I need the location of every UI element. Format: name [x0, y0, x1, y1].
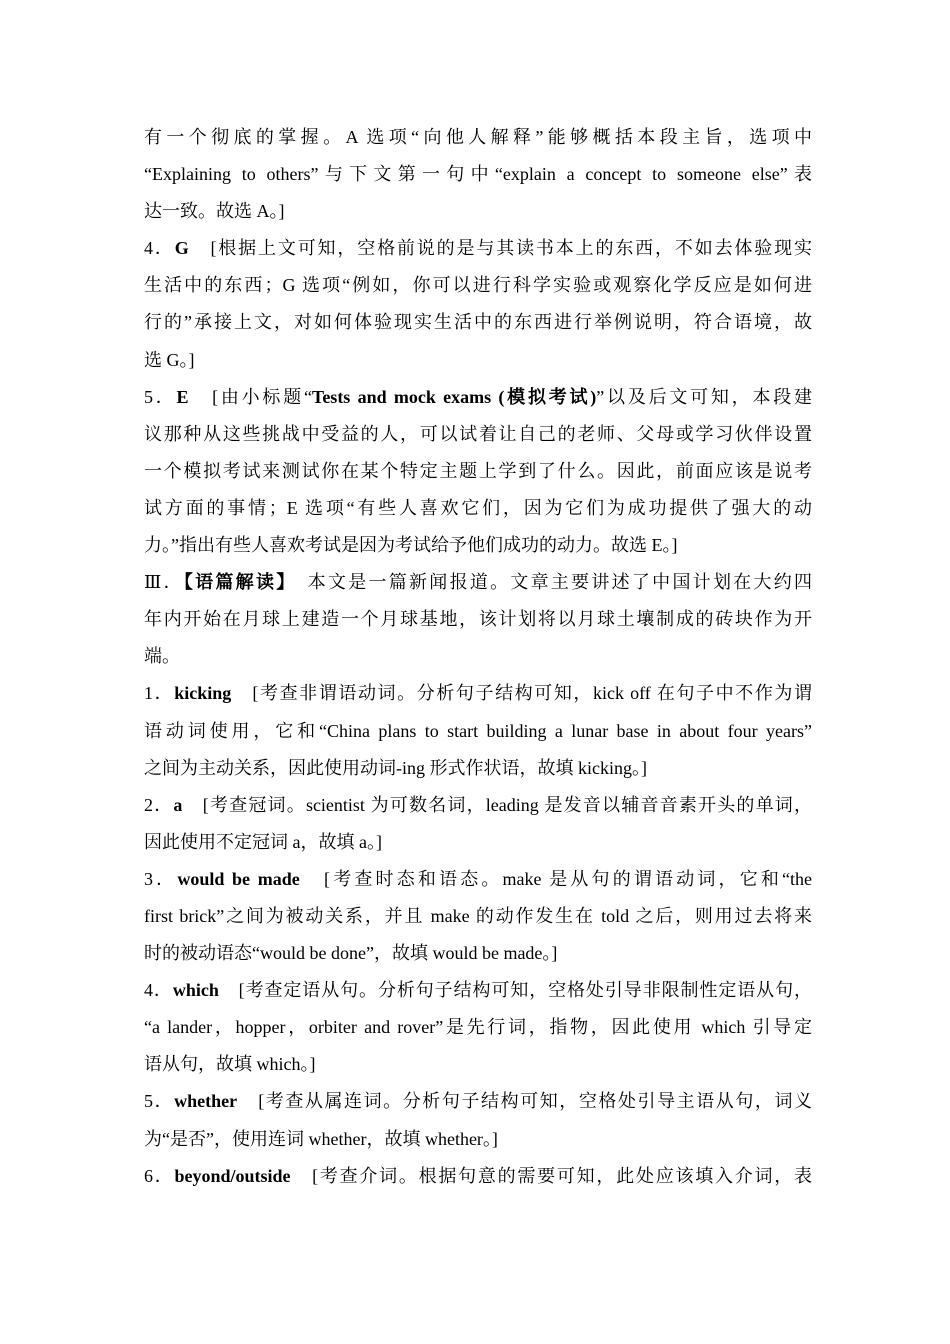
answer-keyword: beyond/outside — [174, 1165, 291, 1186]
text-segment: 6． — [144, 1165, 175, 1186]
text-segment: [考查非谓语动词。分析句子结构可知，kick off 在句子中不作为谓 — [231, 683, 812, 704]
text-line — [144, 342, 812, 379]
text-line — [144, 898, 812, 935]
text-segment: [考查定语从句。分析句子结构可知，空格处引导非限制性定语从句， — [218, 980, 812, 1001]
text-line — [144, 713, 812, 750]
answer-keyword: whether — [174, 1091, 238, 1112]
text-segment: 之间为主动关系，因此使用动词-ing 形式作状语，故填 kicking。] — [144, 757, 647, 778]
text-segment: 年内开始在月球上建造一个月球基地，该计划将以月球土壤制成的砖块作为开 — [144, 609, 812, 630]
text-segment: 4． — [144, 238, 175, 259]
text-segment: 2． — [144, 794, 174, 815]
paragraph-p-4-g — [144, 230, 812, 378]
text-line — [144, 230, 812, 267]
text-segment: 为“是否”，使用连词 whether，故填 whether。] — [144, 1128, 498, 1149]
text-segment: ”以及后文可知，本段建 — [596, 386, 812, 407]
text-segment: 有一个彻底的掌握。A 选项“向他人解释”能够概括本段主旨，选项中 — [144, 127, 812, 147]
text-line — [144, 1009, 812, 1046]
paragraph-p-5-whether — [144, 1083, 812, 1157]
text-segment: 一个模拟考试来测试你在某个特定主题上学到了什么。因此，前面应该是说考 — [144, 460, 812, 481]
text-line — [144, 416, 812, 453]
text-line — [144, 490, 812, 527]
answer-keyword: which — [172, 980, 219, 1001]
document-body — [144, 119, 812, 1195]
text-line — [144, 453, 812, 490]
text-line — [144, 379, 812, 416]
text-segment: Ⅲ． — [144, 572, 184, 593]
text-segment: 本文是一篇新闻报道。文章主要讲述了中国计划在大约四 — [287, 572, 812, 593]
text-line — [144, 638, 812, 675]
text-line — [144, 824, 812, 861]
text-line — [144, 972, 812, 1009]
text-line — [144, 156, 812, 193]
answer-keyword: a — [173, 794, 183, 815]
text-segment: 4． — [144, 980, 173, 1001]
text-segment: [由小标题“ — [188, 386, 312, 407]
answer-keyword: Tests and mock exams (模拟考试) — [311, 386, 597, 407]
text-segment: 力。”指出有些人喜欢考试是因为考试给予他们成功的动力。故选 E。] — [144, 535, 678, 556]
answer-keyword: 【语篇解读】 — [183, 572, 288, 593]
text-line — [144, 675, 812, 712]
text-segment: 生活中的东西；G 选项“例如，你可以进行科学实验或观察化学反应是如何进 — [144, 275, 812, 296]
text-segment: 5． — [144, 1091, 175, 1112]
text-line — [144, 564, 812, 601]
answer-keyword: kicking — [174, 683, 232, 704]
text-segment: 时的被动语态“would be done”，故填 would be made。] — [144, 943, 558, 964]
text-line — [144, 1046, 812, 1083]
answer-keyword: E — [176, 386, 189, 407]
text-segment: 端。 — [144, 646, 180, 667]
paragraph-p-4-which — [144, 972, 812, 1083]
text-line — [144, 527, 812, 564]
text-segment: 行的”承接上文，对如何体验现实生活中的东西进行举例说明，符合语境，故 — [144, 312, 812, 333]
text-segment: first brick”之间为被动关系，并且 make 的动作发生在 told 之后，则用过去将来 — [144, 905, 812, 926]
answer-keyword: G — [174, 238, 189, 259]
text-segment: [根据上文可知，空格前说的是与其读书本上的东西，不如去体验现实 — [188, 238, 812, 259]
text-line — [144, 267, 812, 304]
paragraph-p-1-kicking — [144, 675, 812, 786]
paragraph-p-2-a — [144, 787, 812, 861]
text-line — [144, 861, 812, 898]
text-segment: 议那种从这些挑战中受益的人，可以试着让自己的老师、父母或学习伙伴设置 — [144, 423, 812, 444]
text-line — [144, 193, 812, 230]
text-line — [144, 750, 812, 787]
text-line — [144, 304, 812, 341]
text-line — [144, 787, 812, 824]
text-segment: “a lander，hopper，orbiter and rover”是先行词，指物，因此使用 which 引导定 — [144, 1017, 812, 1038]
text-segment: 语从句，故填 which。] — [144, 1054, 316, 1075]
text-segment: 5． — [144, 386, 177, 407]
text-segment: [考查冠词。scientist 为可数名词，leading 是发音以辅音音素开头的单词， — [182, 794, 812, 815]
text-segment: “Explaining to others”与下文第一句中“explain a concept to someone else”表 — [144, 164, 812, 185]
paragraph-p-a-conclusion — [144, 119, 812, 230]
text-segment: [考查从属连词。分析句子结构可知，空格处引导主语从句，词义 — [237, 1091, 812, 1112]
text-line — [144, 935, 812, 972]
text-line — [144, 601, 812, 638]
text-segment: 因此使用不定冠词 a，故填 a。] — [144, 831, 382, 852]
text-segment: 试方面的事情；E 选项“有些人喜欢它们，因为它们为成功提供了强大的动 — [144, 497, 812, 518]
text-segment: 3． — [144, 868, 178, 889]
text-line — [144, 119, 812, 156]
text-segment: 达一致。故选 A。] — [144, 201, 285, 222]
text-segment: 语动词使用，它和“China plans to start building a lunar base in about four years” — [144, 720, 812, 741]
text-line — [144, 1158, 812, 1195]
text-segment: 选 G。] — [144, 349, 195, 370]
paragraph-p-iii-intro — [144, 564, 812, 675]
text-segment: [考查介词。根据句意的需要可知，此处应该填入介词，表 — [290, 1165, 812, 1186]
paragraph-p-3-would-be-made — [144, 861, 812, 972]
text-segment: [考查时态和语态。make 是从句的谓语动词，它和“the — [299, 868, 812, 889]
text-segment: 1． — [144, 683, 175, 704]
text-line — [144, 1121, 812, 1158]
text-line — [144, 1083, 812, 1120]
answer-keyword: would be made — [177, 868, 300, 889]
paragraph-p-6-beyond — [144, 1158, 812, 1195]
paragraph-p-5-e — [144, 379, 812, 564]
